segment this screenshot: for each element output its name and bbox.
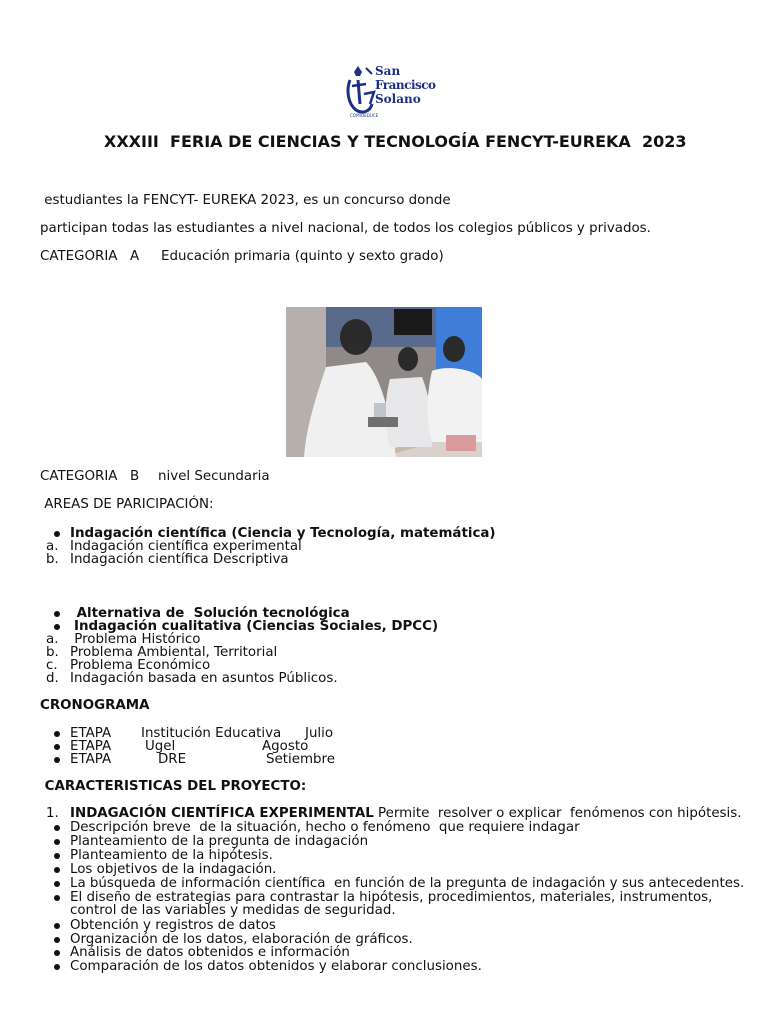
caracteristica-bullet: Organización de los datos, elaboración de gráficos. — [70, 932, 413, 947]
logo-line-san: San — [375, 64, 401, 78]
logo-emblem-icon — [344, 64, 378, 120]
category-a-label: CATEGORIA — [40, 249, 118, 264]
school-logo — [344, 64, 436, 122]
caracteristica-bullet: Descripción breve de la situación, hecho o fenómeno que requiere indagar — [70, 820, 580, 835]
areas-heading: AREAS DE PARICIPACIÓN: — [40, 497, 214, 512]
caracteristica-bullet: Análisis de datos obtenidos e información — [70, 945, 350, 960]
category-a-letter: A — [130, 249, 140, 264]
cronograma-level: Institución Educativa — [141, 726, 282, 741]
caracteristicas-heading: CARACTERISTICAS DEL PROYECTO: — [40, 779, 307, 794]
caracteristica-bullet: Los objetivos de la indagación. — [70, 862, 277, 877]
cronograma-level: DRE — [158, 752, 187, 767]
caracteristica-bullet: Obtención y registros de datos — [70, 918, 276, 933]
cronograma-level: Ugel — [145, 739, 176, 754]
category-a-desc: Educación primaria (quinto y sexto grado) — [161, 249, 444, 264]
caracteristica-item-1-text: Permite resolver o explicar fenómenos con hipótesis. — [373, 806, 742, 821]
logo-line-solano: Solano — [375, 92, 421, 106]
cronograma-stage: ETAPA — [70, 739, 112, 754]
bullet-icon — [54, 853, 60, 859]
cronograma-month: Setiembre — [266, 752, 335, 767]
caracteristica-item-1 — [70, 807, 742, 821]
area-item-publicos: Indagación basada en asuntos Públicos. — [70, 671, 338, 686]
caracteristica-bullet-continuation: control de las variables y medidas de seguridad. — [70, 903, 396, 918]
area-item-ambiental: Problema Ambiental, Territorial — [70, 645, 278, 660]
cronograma-month: Agosto — [262, 739, 309, 754]
bullet-icon — [54, 937, 60, 943]
area-item-a: Indagación científica experimental — [70, 539, 302, 554]
bullet-icon — [54, 744, 60, 750]
bullet-icon — [54, 611, 60, 617]
bullet-icon — [54, 881, 60, 887]
area-item-historico: Problema Histórico — [70, 632, 201, 647]
list-marker: a. — [46, 632, 59, 647]
list-marker: d. — [46, 671, 59, 686]
caracteristica-bullet: Planteamiento de la hipótesis. — [70, 848, 273, 863]
logo-caption: COPROEDUCE — [350, 113, 379, 118]
area-item-economico: Problema Económico — [70, 658, 211, 673]
bullet-icon — [54, 964, 60, 970]
list-marker: b. — [46, 552, 59, 567]
area-bullet-cualitativa: Indagación cualitativa (Ciencias Sociales, DPCC) — [74, 619, 439, 634]
caracteristica-bullet: Comparación de los datos obtenidos y elaborar conclusiones. — [70, 959, 482, 974]
bullet-icon — [54, 757, 60, 763]
list-marker: c. — [46, 658, 58, 673]
cronograma-stage: ETAPA — [70, 726, 112, 741]
bullet-icon — [54, 531, 60, 537]
list-marker: b. — [46, 645, 59, 660]
bullet-icon — [54, 731, 60, 737]
area-item-b: Indagación científica Descriptiva — [70, 552, 289, 567]
document-title: XXXIII FERIA DE CIENCIAS Y TECNOLOGÍA FENCYT-EUREKA 2023 — [104, 132, 687, 151]
area-bullet-indagacion: Indagación científica (Ciencia y Tecnología, matemática) — [70, 526, 496, 541]
bullet-icon — [54, 895, 60, 901]
cronograma-heading: CRONOGRAMA — [40, 698, 150, 713]
area-bullet-alternativa: Alternativa de Solución tecnológica — [72, 606, 350, 621]
caracteristica-item-1-title: INDAGACIÓN CIENTÍFICA EXPERIMENTAL — [70, 806, 374, 821]
category-a — [40, 250, 540, 266]
caracteristica-bullet: El diseño de estrategias para contrastar la hipótesis, procedimientos, materiales, instrumentos, — [70, 890, 713, 905]
bullet-icon — [54, 950, 60, 956]
intro-line-1: estudiantes la FENCYT- EUREKA 2023, es un concurso donde — [40, 193, 451, 208]
students-lab-photo — [286, 307, 482, 457]
logo-line-francisco: Francisco — [375, 78, 436, 92]
bullet-icon — [54, 825, 60, 831]
list-marker: 1. — [46, 806, 59, 821]
bullet-icon — [54, 839, 60, 845]
bullet-icon — [54, 867, 60, 873]
bullet-icon — [54, 624, 60, 630]
caracteristica-bullet: La búsqueda de información científica en función de la pregunta de indagación y sus antecedentes. — [70, 876, 745, 891]
category-b-label: CATEGORIA — [40, 469, 118, 484]
bullet-icon — [54, 923, 60, 929]
list-marker: a. — [46, 539, 59, 554]
category-b-letter: B — [130, 469, 140, 484]
category-b-desc: nivel Secundaria — [158, 469, 270, 484]
intro-line-2: participan todas las estudiantes a nivel nacional, de todos los colegios públicos y privados. — [40, 221, 651, 236]
caracteristica-bullet: Planteamiento de la pregunta de indagación — [70, 834, 369, 849]
cronograma-stage: ETAPA — [70, 752, 112, 767]
cronograma-month: Julio — [305, 726, 334, 741]
category-b — [40, 470, 440, 486]
